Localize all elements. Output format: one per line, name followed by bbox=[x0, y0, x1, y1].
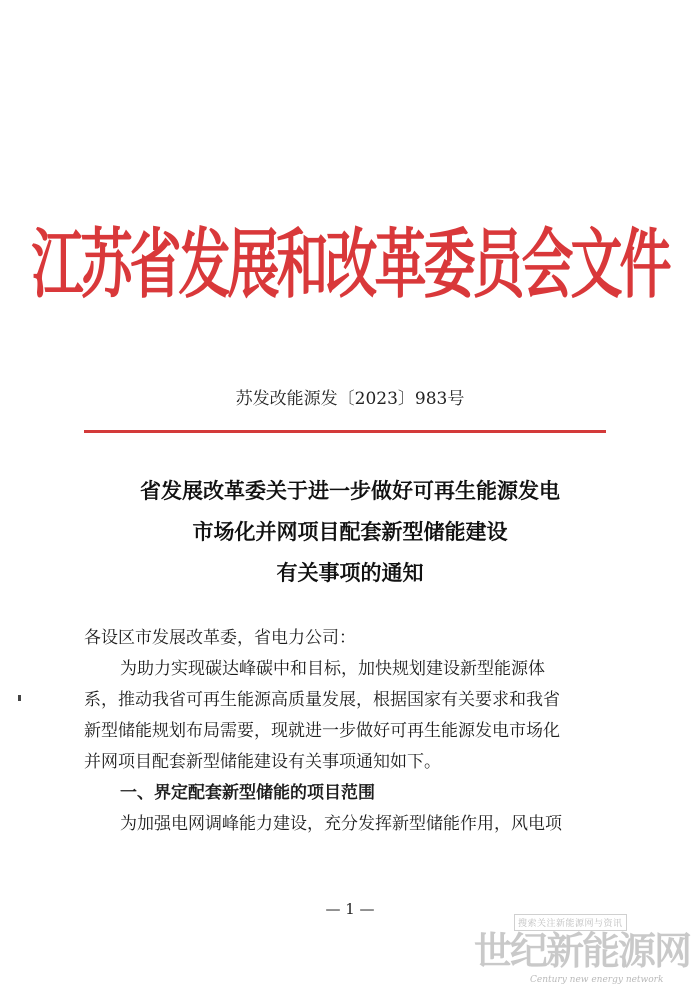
watermark-subtitle: Century new energy network bbox=[530, 975, 664, 985]
paragraph-1-line-2: 系，推动我省可再生能源高质量发展，根据国家有关要求和我省 bbox=[84, 690, 560, 710]
red-divider-line bbox=[84, 430, 606, 433]
paragraph-2-line-1: 为加强电网调峰能力建设，充分发挥新型储能作用，风电项 bbox=[120, 814, 562, 834]
paragraph-1-line-1: 为助力实现碳达峰碳中和目标，加快规划建设新型能源体 bbox=[120, 659, 545, 679]
title-line-3: 有关事项的通知 bbox=[276, 560, 424, 585]
title-line-2: 市场化并网项目配套新型储能建设 bbox=[192, 519, 508, 544]
scan-mark bbox=[18, 695, 21, 701]
paragraph-1-line-4: 并网项目配套新型储能建设有关事项通知如下。 bbox=[84, 752, 441, 772]
notice-title bbox=[0, 470, 700, 593]
paragraph-1-line-3: 新型储能规划布局需要，现就进一步做好可再生能源发电市场化 bbox=[84, 721, 560, 741]
document-number: 苏发改能源发〔2023〕983号 bbox=[235, 389, 465, 409]
watermark-logo: 世纪新能源网 bbox=[474, 929, 691, 973]
watermark-caption: 搜索关注新能源网与资讯 bbox=[514, 914, 627, 931]
title-line-1: 省发展改革委关于进一步做好可再生能源发电 bbox=[140, 478, 560, 503]
masthead-title: 江苏省发展和改革委员会文件 bbox=[31, 220, 669, 310]
section-heading-1: 一、界定配套新型储能的项目范围 bbox=[120, 783, 375, 803]
document-body bbox=[84, 623, 624, 840]
salutation: 各设区市发展改革委，省电力公司： bbox=[84, 628, 356, 648]
page-number: — 1 — bbox=[325, 900, 375, 918]
